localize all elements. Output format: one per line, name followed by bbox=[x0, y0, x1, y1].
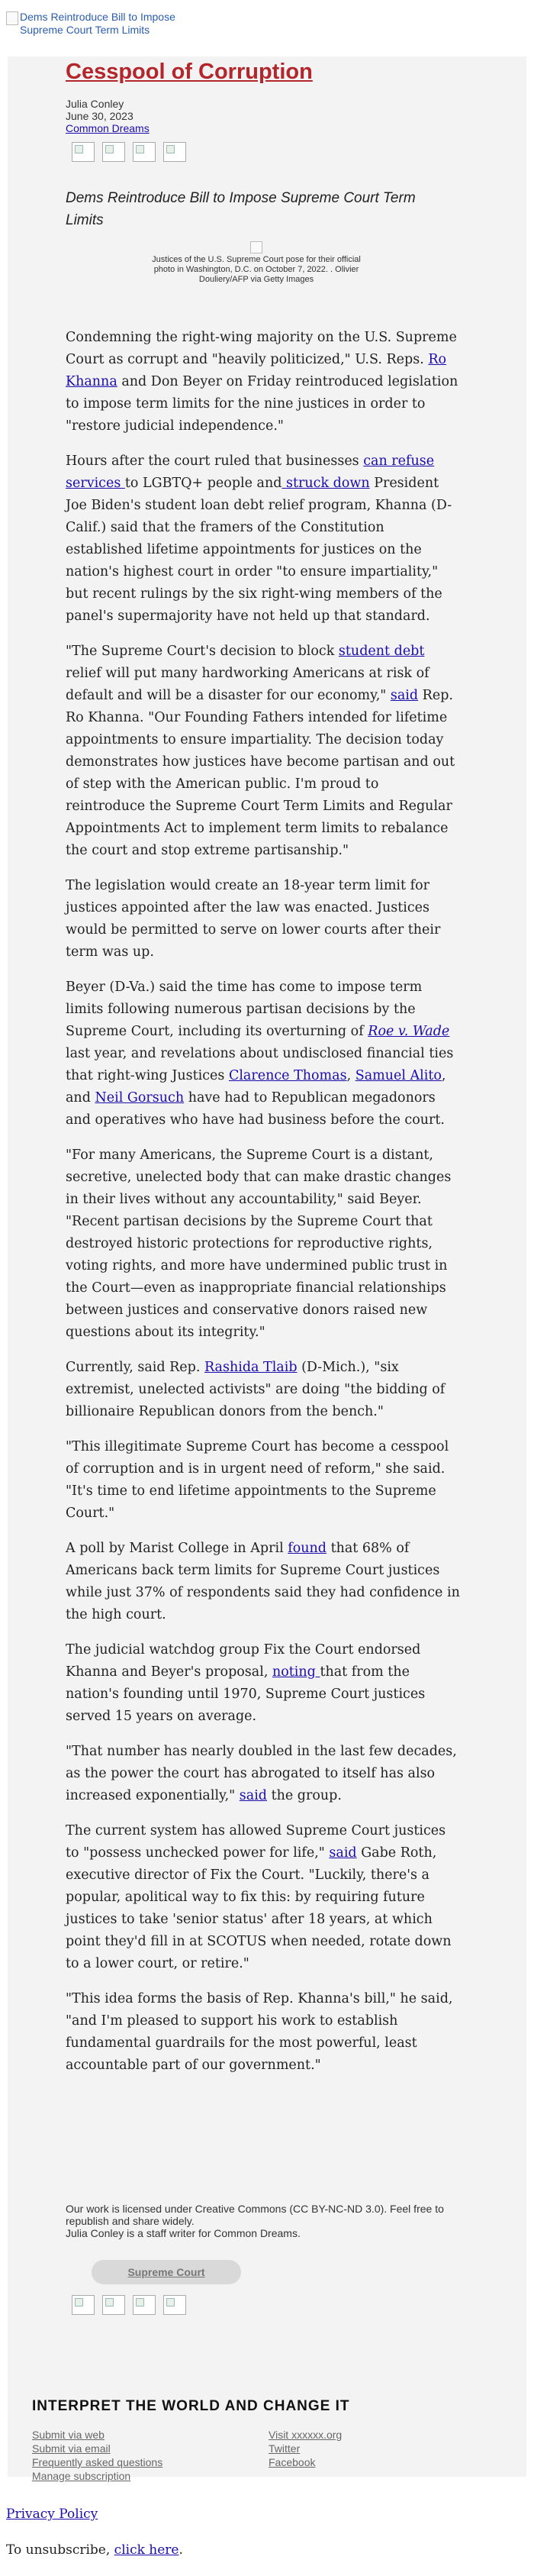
date: June 30, 2023 bbox=[66, 110, 134, 122]
article-subtitle: Dems Reintroduce Bill to Impose Supreme Court Term Limits bbox=[66, 190, 416, 228]
article-body bbox=[66, 327, 462, 2090]
author: Julia Conley bbox=[66, 98, 124, 110]
paragraph: Condemning the right-wing majority on the U.S. Supreme Court as corrupt and "heavily politicized," U.S. Reps. Ro Khanna and Don Beyer on Friday reintroduced legislation to impose term limits for the nine justices in order to "restore judicial independence." bbox=[66, 330, 458, 434]
manage-subscription-link[interactable]: Manage subscription bbox=[32, 2470, 131, 2482]
inline-link[interactable]: Rashida Tlaib bbox=[204, 1360, 298, 1375]
inline-link[interactable]: Neil Gorsuch bbox=[95, 1090, 185, 1106]
license-note bbox=[66, 2203, 462, 2239]
author-bio: Julia Conley is a staff writer for Common Dreams. bbox=[66, 2227, 301, 2239]
inline-link[interactable]: Roe v. Wade bbox=[368, 1024, 450, 1039]
paragraph: Hours after the court ruled that businesses can refuse services to LGBTQ+ people and struck down President Joe Biden's student loan debt relief program, Khanna (D-Calif.) said that the framers of the Constitution established lifetime appointments for justices on the nation's highest court in order "to ensure impartiality," but recent rulings by the six right-wing members of the panel's supermajority have not held up that standard. bbox=[66, 454, 452, 624]
article-figure bbox=[142, 241, 371, 285]
broken-image-icon bbox=[6, 11, 18, 25]
source-link[interactable]: Common Dreams bbox=[66, 122, 150, 134]
inline-link[interactable]: said bbox=[239, 1788, 268, 1803]
share-icons-top bbox=[72, 142, 186, 162]
inline-link[interactable]: Samuel Alito bbox=[355, 1068, 442, 1083]
inline-link[interactable]: found bbox=[288, 1541, 327, 1556]
article-meta bbox=[66, 98, 150, 134]
unsubscribe-link[interactable]: click here bbox=[114, 2542, 179, 2558]
inline-link[interactable]: student debt bbox=[338, 644, 425, 659]
paragraph: "This idea forms the basis of Rep. Khanna's bill," he said, "and I'm pleased to support his work to establish fundamental guardrails for the most powerful, least accountable part of our government." bbox=[66, 1991, 453, 2073]
inline-link[interactable]: can refuse services bbox=[66, 454, 435, 491]
article-title[interactable]: Cesspool of Corruption bbox=[66, 60, 313, 84]
link-share-icon[interactable] bbox=[163, 2295, 186, 2315]
image-caption: Justices of the U.S. Supreme Court pose for their official photo in Washington, D.C. on October 7, 2022. . Olivier Douliery/AFP via Getty Images bbox=[152, 255, 361, 284]
facebook-share-icon[interactable] bbox=[72, 142, 95, 162]
header-image-alt: Dems Reintroduce Bill to Impose Supreme Court Term Limits bbox=[20, 11, 175, 36]
header-image[interactable] bbox=[6, 11, 203, 37]
email-share-icon[interactable] bbox=[133, 2295, 156, 2315]
tag-supreme-court-button[interactable]: Supreme Court bbox=[92, 2260, 241, 2284]
email-share-icon[interactable] bbox=[133, 142, 156, 162]
paragraph: A poll by Marist College in April found that 68% of Americans back term limits for Supreme Court justices while just 37% of respondents said they had confidence in the high court. bbox=[66, 1541, 460, 1622]
twitter-share-icon[interactable] bbox=[102, 2295, 125, 2315]
inline-link[interactable]: struck down bbox=[281, 476, 370, 491]
inline-link[interactable]: Clarence Thomas bbox=[228, 1068, 347, 1083]
footer-links-right bbox=[269, 2428, 342, 2469]
visit-site-link[interactable]: Visit xxxxxx.org bbox=[269, 2429, 343, 2441]
paragraph: The judicial watchdog group Fix the Court endorsed Khanna and Beyer's proposal, noting that from the nation's founding until 1970, Supreme Court justices served 15 years on average. bbox=[66, 1642, 426, 1724]
paragraph: Beyer (D-Va.) said the time has come to impose term limits following numerous partisan decisions by the Supreme Court, including its overturning of Roe v. Wade last year, and revelations about undisclosed financial ties that right-wing Justices Clarence Thomas, Samuel Alito, and Neil Gorsuch have had to Republican megadonors and operatives who have had business before the court. bbox=[66, 980, 454, 1128]
paragraph: The legislation would create an 18-year term limit for justices appointed after the law was enacted. Justices would be permitted to serve on lower courts after their term was up. bbox=[66, 878, 441, 960]
unsubscribe-line: To unsubscribe, click here. bbox=[6, 2542, 183, 2558]
faq-link[interactable]: Frequently asked questions bbox=[32, 2456, 163, 2468]
share-icons-bottom bbox=[72, 2295, 186, 2315]
paragraph: The current system has allowed Supreme Court justices to "possess unchecked power for life," said Gabe Roth, executive director of Fix the Court. "Luckily, there's a popular, apolitical way to fix this: by requiring future justices to take 'senior status' after 18 years, at which point they'd fill in at SCOTUS when needed, rotate down to a lower court, or retire." bbox=[66, 1823, 452, 1971]
submit-email-link[interactable]: Submit via email bbox=[32, 2442, 111, 2455]
broken-image-icon bbox=[250, 241, 262, 253]
paragraph: Currently, said Rep. Rashida Tlaib (D-Mich.), "six extremist, unelected activists" are doing "the bidding of billionaire Republican donors from the bench." bbox=[66, 1360, 446, 1419]
inline-link[interactable]: said bbox=[329, 1845, 357, 1861]
footer-links-left bbox=[32, 2428, 162, 2483]
paragraph: "The Supreme Court's decision to block student debt relief will put many hardworking Americans at risk of default and will be a disaster for our economy," said Rep. Ro Khanna. "Our Founding Fathers intended for lifetime appointments to ensure impartiality. The decision today demonstrates how justices have become partisan and out of step with the American public. I'm proud to reintroduce the Supreme Court Term Limits and Regular Appointments Act to implement term limits to rebalance the court and stop extreme partisanship." bbox=[66, 644, 455, 858]
paragraph: "For many Americans, the Supreme Court is a distant, secretive, unelected body that can make drastic changes in their lives without any accountability," said Beyer. "Recent partisan decisions by the Supreme Court that destroyed historic protections for reproductive rights, voting rights, and more have undermined public trust in the Court—even as inappropriate financial relationships between justices and conservative donors raised new questions about its integrity." bbox=[66, 1148, 452, 1340]
footer-heading: INTERPRET THE WORLD AND CHANGE IT bbox=[32, 2398, 350, 2414]
license-text: Our work is licensed under Creative Commons (CC BY-NC-ND 3.0). Feel free to republish and share widely. bbox=[66, 2203, 444, 2227]
paragraph: "That number has nearly doubled in the last few decades, as the power the court has abrogated to itself has also increased exponentially," said the group. bbox=[66, 1744, 457, 1803]
twitter-share-icon[interactable] bbox=[102, 142, 125, 162]
link-share-icon[interactable] bbox=[163, 142, 186, 162]
facebook-share-icon[interactable] bbox=[72, 2295, 95, 2315]
inline-link[interactable]: Ro Khanna bbox=[66, 352, 447, 389]
paragraph: "This illegitimate Supreme Court has become a cesspool of corruption and is in urgent need of reform," she said. "It's time to end lifetime appointments to the Supreme Court." bbox=[66, 1439, 449, 1521]
inline-link[interactable]: noting bbox=[272, 1664, 320, 1680]
twitter-link[interactable]: Twitter bbox=[269, 2442, 301, 2455]
facebook-link[interactable]: Facebook bbox=[269, 2456, 316, 2468]
inline-link[interactable]: said bbox=[390, 688, 419, 703]
submit-web-link[interactable]: Submit via web bbox=[32, 2429, 105, 2441]
privacy-policy-link[interactable]: Privacy Policy bbox=[6, 2507, 98, 2522]
